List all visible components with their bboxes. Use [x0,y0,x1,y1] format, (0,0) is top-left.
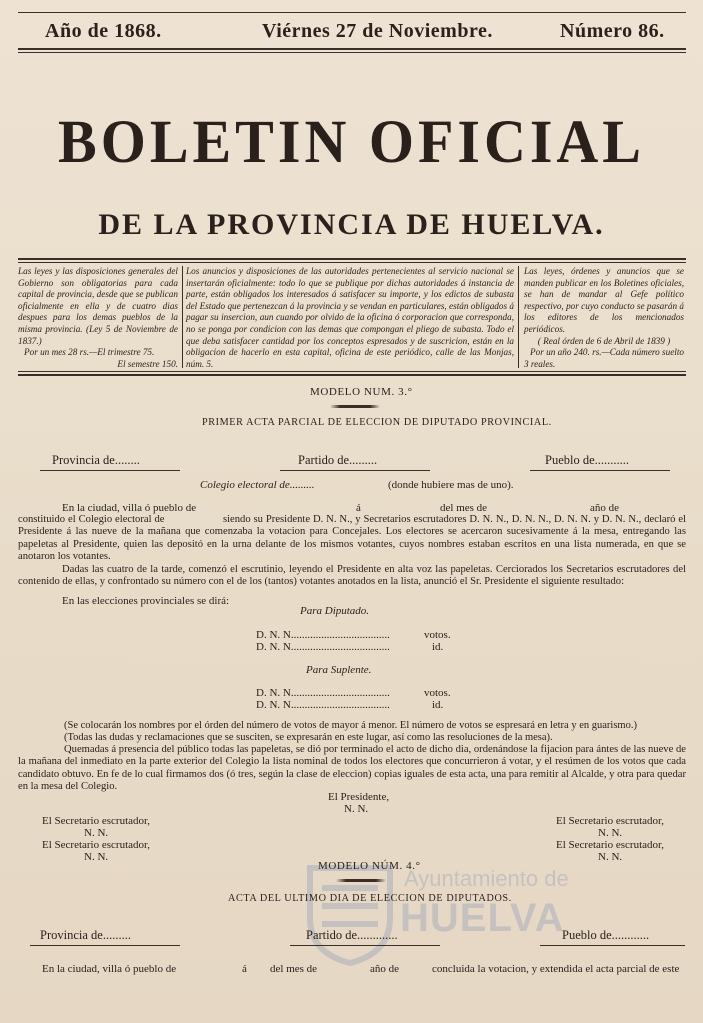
model3-heading: MODELO NUM. 3.° [310,386,413,398]
model4-provincia: Provincia de......... [40,928,131,942]
model3-p1-w2: á [356,502,361,514]
info-right-prices: Por un año 240. rs.—Cada número suelto 3 reales. [524,347,684,369]
model3-votes-3: votos. [424,687,451,699]
info-right-decree: ( Real órden de 6 de Abril de 1839 ) [537,335,671,346]
model4-partido: Partido de............. [306,928,398,942]
model4-rule-center [290,945,440,946]
model3-votes-4: id. [432,699,444,711]
info-top-rule-thin [18,262,686,263]
model4-heading: MODELO NÚM. 4.° [318,860,421,872]
watermark-line-2: HUELVA [400,896,565,940]
model3-p1-w3: del mes de [440,502,488,514]
model4-rule-left [30,945,180,946]
presidente-name: N. N. [344,803,369,815]
model4-pueblo: Pueblo de............ [562,928,650,942]
info-center-column: Los anuncios y disposiciones de las autoridades pertenecientes al servicio nacional se insertarán oficialmente: todo lo que se publique por dichas autoridades á instancia de parte, están obligados los interesados á satisfacer su importe, y los edictos de subasta del Estado que pertenezcan á la provincia y se vendan en particulares, están obligados á pagar su insercion, aun cuando por olvido de la oficina ó corporacion que corresponda, no se ponga por condicion con las demas que compongan el pliego de subasta. Todo el que deba satisfacer cantidad por los conceptos espresados y de suscricion, están en la obligacion de hacerlo en esta capital, oficina de este periódico, calle de las Monjas, núm. 5. [186,266,514,369]
model3-partido: Partido de......... [298,453,378,467]
issue-date: Viérnes 27 de Noviembre. [262,20,493,42]
model4-line-w3: del mes de [270,963,318,975]
model3-provincia: Provincia de........ [52,453,140,467]
model3-act-title: PRIMER ACTA PARCIAL DE ELECCION DE DIPUTADO PROVINCIAL. [202,417,552,428]
info-left-semester: El semestre 150. [117,358,178,369]
info-bottom-rule-thick [18,374,686,376]
info-top-rule [18,258,686,260]
issue-year: Año de 1868. [45,20,162,42]
newspaper-title: BOLETIN OFICIAL [58,107,645,176]
secretary-left-2-name: N. N. [84,851,109,863]
secretary-right-1-name: N. N. [598,827,623,839]
issue-number: Número 86. [560,20,665,42]
ornament-1 [330,405,380,408]
model3-pueblo: Pueblo de........... [545,453,630,467]
secretary-right-1: El Secretario escrutador, [556,815,664,827]
ornament-2 [336,879,386,882]
model3-paragraph-3: En las elecciones provinciales se dirá: [62,595,230,607]
model3-colegio: Colegio electoral de......... [200,479,315,491]
model3-para-diputado: Para Diputado. [300,605,370,617]
masthead-rule-thin [18,52,686,53]
model3-paragraph-2: Dadas las cuatro de la tarde, comenzó el escrutinio, leyendo el Presidente en alta voz las papeletas. Cerciorados los Secretarios escrutadores del contenido de ellas, y confrontado su número con el de los (tantos) votantes anotados en la lista, anunció el Sr. Presidente el siguiente resultado: [18,564,686,588]
model3-candidate-1: D. N. N.................................... [256,629,390,641]
model3-p1-w1: En la ciudad, villa ó pueblo de [62,502,197,514]
info-right-text: Las leyes, órdenes y anuncios que se manden publicar en los Boletines oficiales, se han de mandar al Gefe político respectivo, por cuyo conducto se pasarán á los editores de los mencionados periódicos. [524,266,684,334]
model3-candidate-4: D. N. N.................................... [256,699,390,711]
secretary-left-1: El Secretario escrutador, [42,815,150,827]
coat-of-arms-icon [300,858,400,968]
info-left-column [18,266,178,370]
model3-votes-2: id. [432,641,444,653]
info-left-text: Las leyes y las disposiciones generales del Gobierno son obligatorias para cada capital de provincia, desde que se publican oficialmente en ella y de cuatro dias despues para los demas pueblos de la misma provincia. (Ley 5 de Noviembre de 1837.) [18,266,178,346]
model4-rule-right [540,945,685,946]
model4-line-w5: concluida la votacion, y extendida el acta parcial de este [432,963,680,975]
secretary-left-1-name: N. N. [84,827,109,839]
model3-rule-right [530,470,670,471]
presidente-label: El Presidente, [328,791,390,803]
model3-para-suplente: Para Suplente. [306,664,372,676]
masthead-rule [18,48,686,50]
model3-rule-center [280,470,430,471]
top-rule [18,12,686,13]
model3-votes-1: votos. [424,629,451,641]
model3-rule-left [40,470,180,471]
model3-candidate-2: D. N. N.................................... [256,641,390,653]
model3-colegio-note: (donde hubiere mas de uno). [388,479,514,491]
info-divider-left [182,266,183,368]
model3-paragraph-4: Quemadas á presencia del público todas las papeletas, se dió por terminado el acto de dicho dia, ordenándose la fijacion para ántes de las nueve de la mañana del inmediato en la parte exterior del Colegio la lista nominal de todos los electores que concurrieron á votar, y el resúmen de los votos que cada candidato obtuvo. En fe de lo cual firmamos dos (ó tres, según la clase de eleccion) copias iguales de esta acta, una para remitir al Alcalde, y otra para quedar en la mesa del Colegio. [18,744,686,793]
model3-p1-w4: año de [590,502,620,514]
info-right-column [524,266,684,370]
model3-note-1: (Se colocarán los nombres por el órden del número de votos de mayor á menor. El número de votos se espresará en letra y en guarismo.) [64,720,637,731]
secretary-right-2-name: N. N. [598,851,623,863]
model4-line-w2: á [242,963,247,975]
info-divider-right [518,266,519,368]
model3-paragraph-1: constituido el Colegio electoral de siendo su Presidente D. N. N., y Secretarios escrutadores D. N. N., D. N. N., D. N. N. y D. N. N., declaró el Presidente á las nueve de la mañana que comenzaba la votacion para Concejales. Los electores se acercaron sucesivamente á la mesa, entregando las papeletas al Presidente, quien las depositó en la urna delante de los mismos votantes, cuyos nombres estaban escritos en una lista numerada, en que se anotaron los votantes. [18,514,689,563]
model4-line-w4: año de [370,963,400,975]
info-left-prices: Por un mes 28 rs.—El trimestre 75. [24,347,155,358]
secretary-right-2: El Secretario escrutador, [556,839,664,851]
model3-note-2: (Todas las dudas y reclamaciones que se susciten, se expresarán en este lugar, así como las resoluciones de la mesa). [64,732,553,743]
newspaper-subtitle: DE LA PROVINCIA DE HUELVA. [98,208,605,241]
secretary-left-2: El Secretario escrutador, [42,839,150,851]
model4-act-title: ACTA DEL ULTIMO DIA DE ELECCION DE DIPUTADOS. [228,893,512,904]
model4-line-w1: En la ciudad, villa ó pueblo de [42,963,177,975]
model3-candidate-3: D. N. N.................................... [256,687,390,699]
watermark-line-1: Ayuntamiento de [404,866,569,891]
info-bottom-rule [18,371,686,372]
